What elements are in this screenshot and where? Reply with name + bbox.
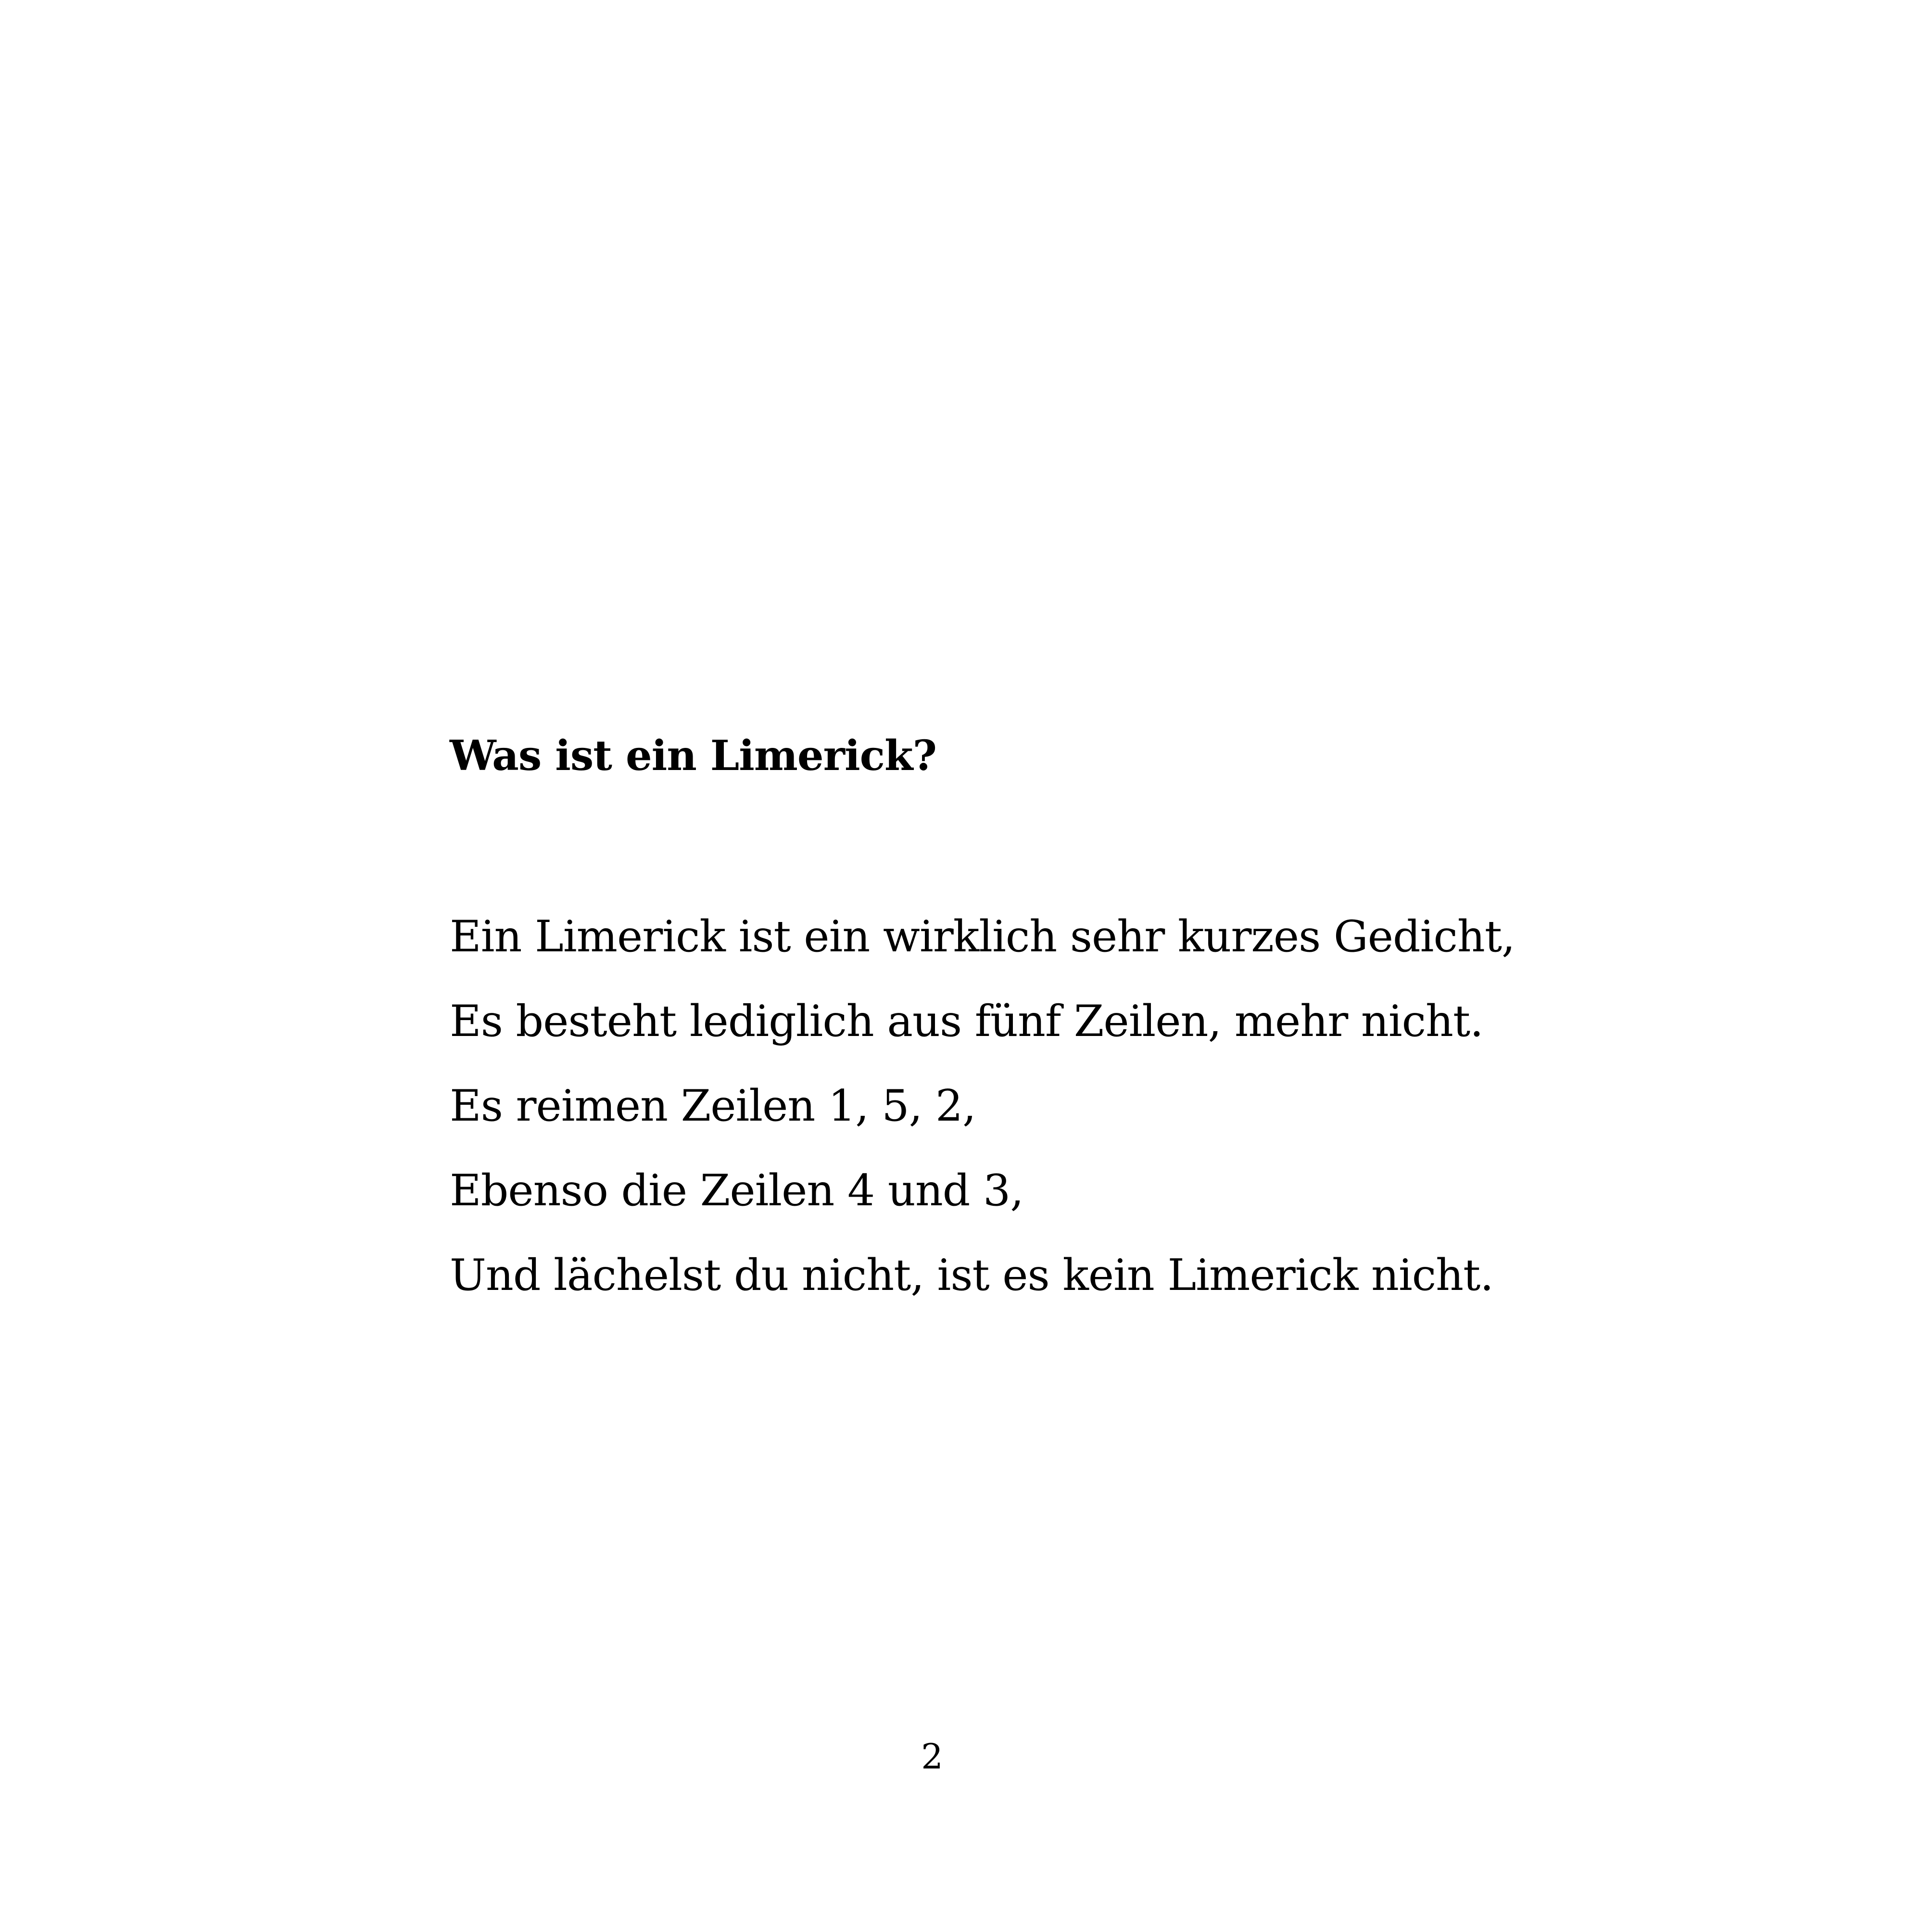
- page-heading: Was ist ein Limerick?: [450, 732, 936, 780]
- poem-line-2: Es besteht lediglich aus fünf Zeilen, mehr nicht.: [450, 996, 1483, 1047]
- poem-line-5: Und lächelst du nicht, ist es kein Limerick nicht.: [450, 1250, 1493, 1301]
- page-number: 2: [921, 1736, 943, 1777]
- poem-line-4: Ebenso die Zeilen 4 und 3,: [450, 1165, 1023, 1216]
- poem: [450, 895, 1515, 1318]
- poem-line-3: Es reimen Zeilen 1, 5, 2,: [450, 1081, 976, 1131]
- poem-line-1: Ein Limerick ist ein wirklich sehr kurzes Gedicht,: [450, 911, 1515, 962]
